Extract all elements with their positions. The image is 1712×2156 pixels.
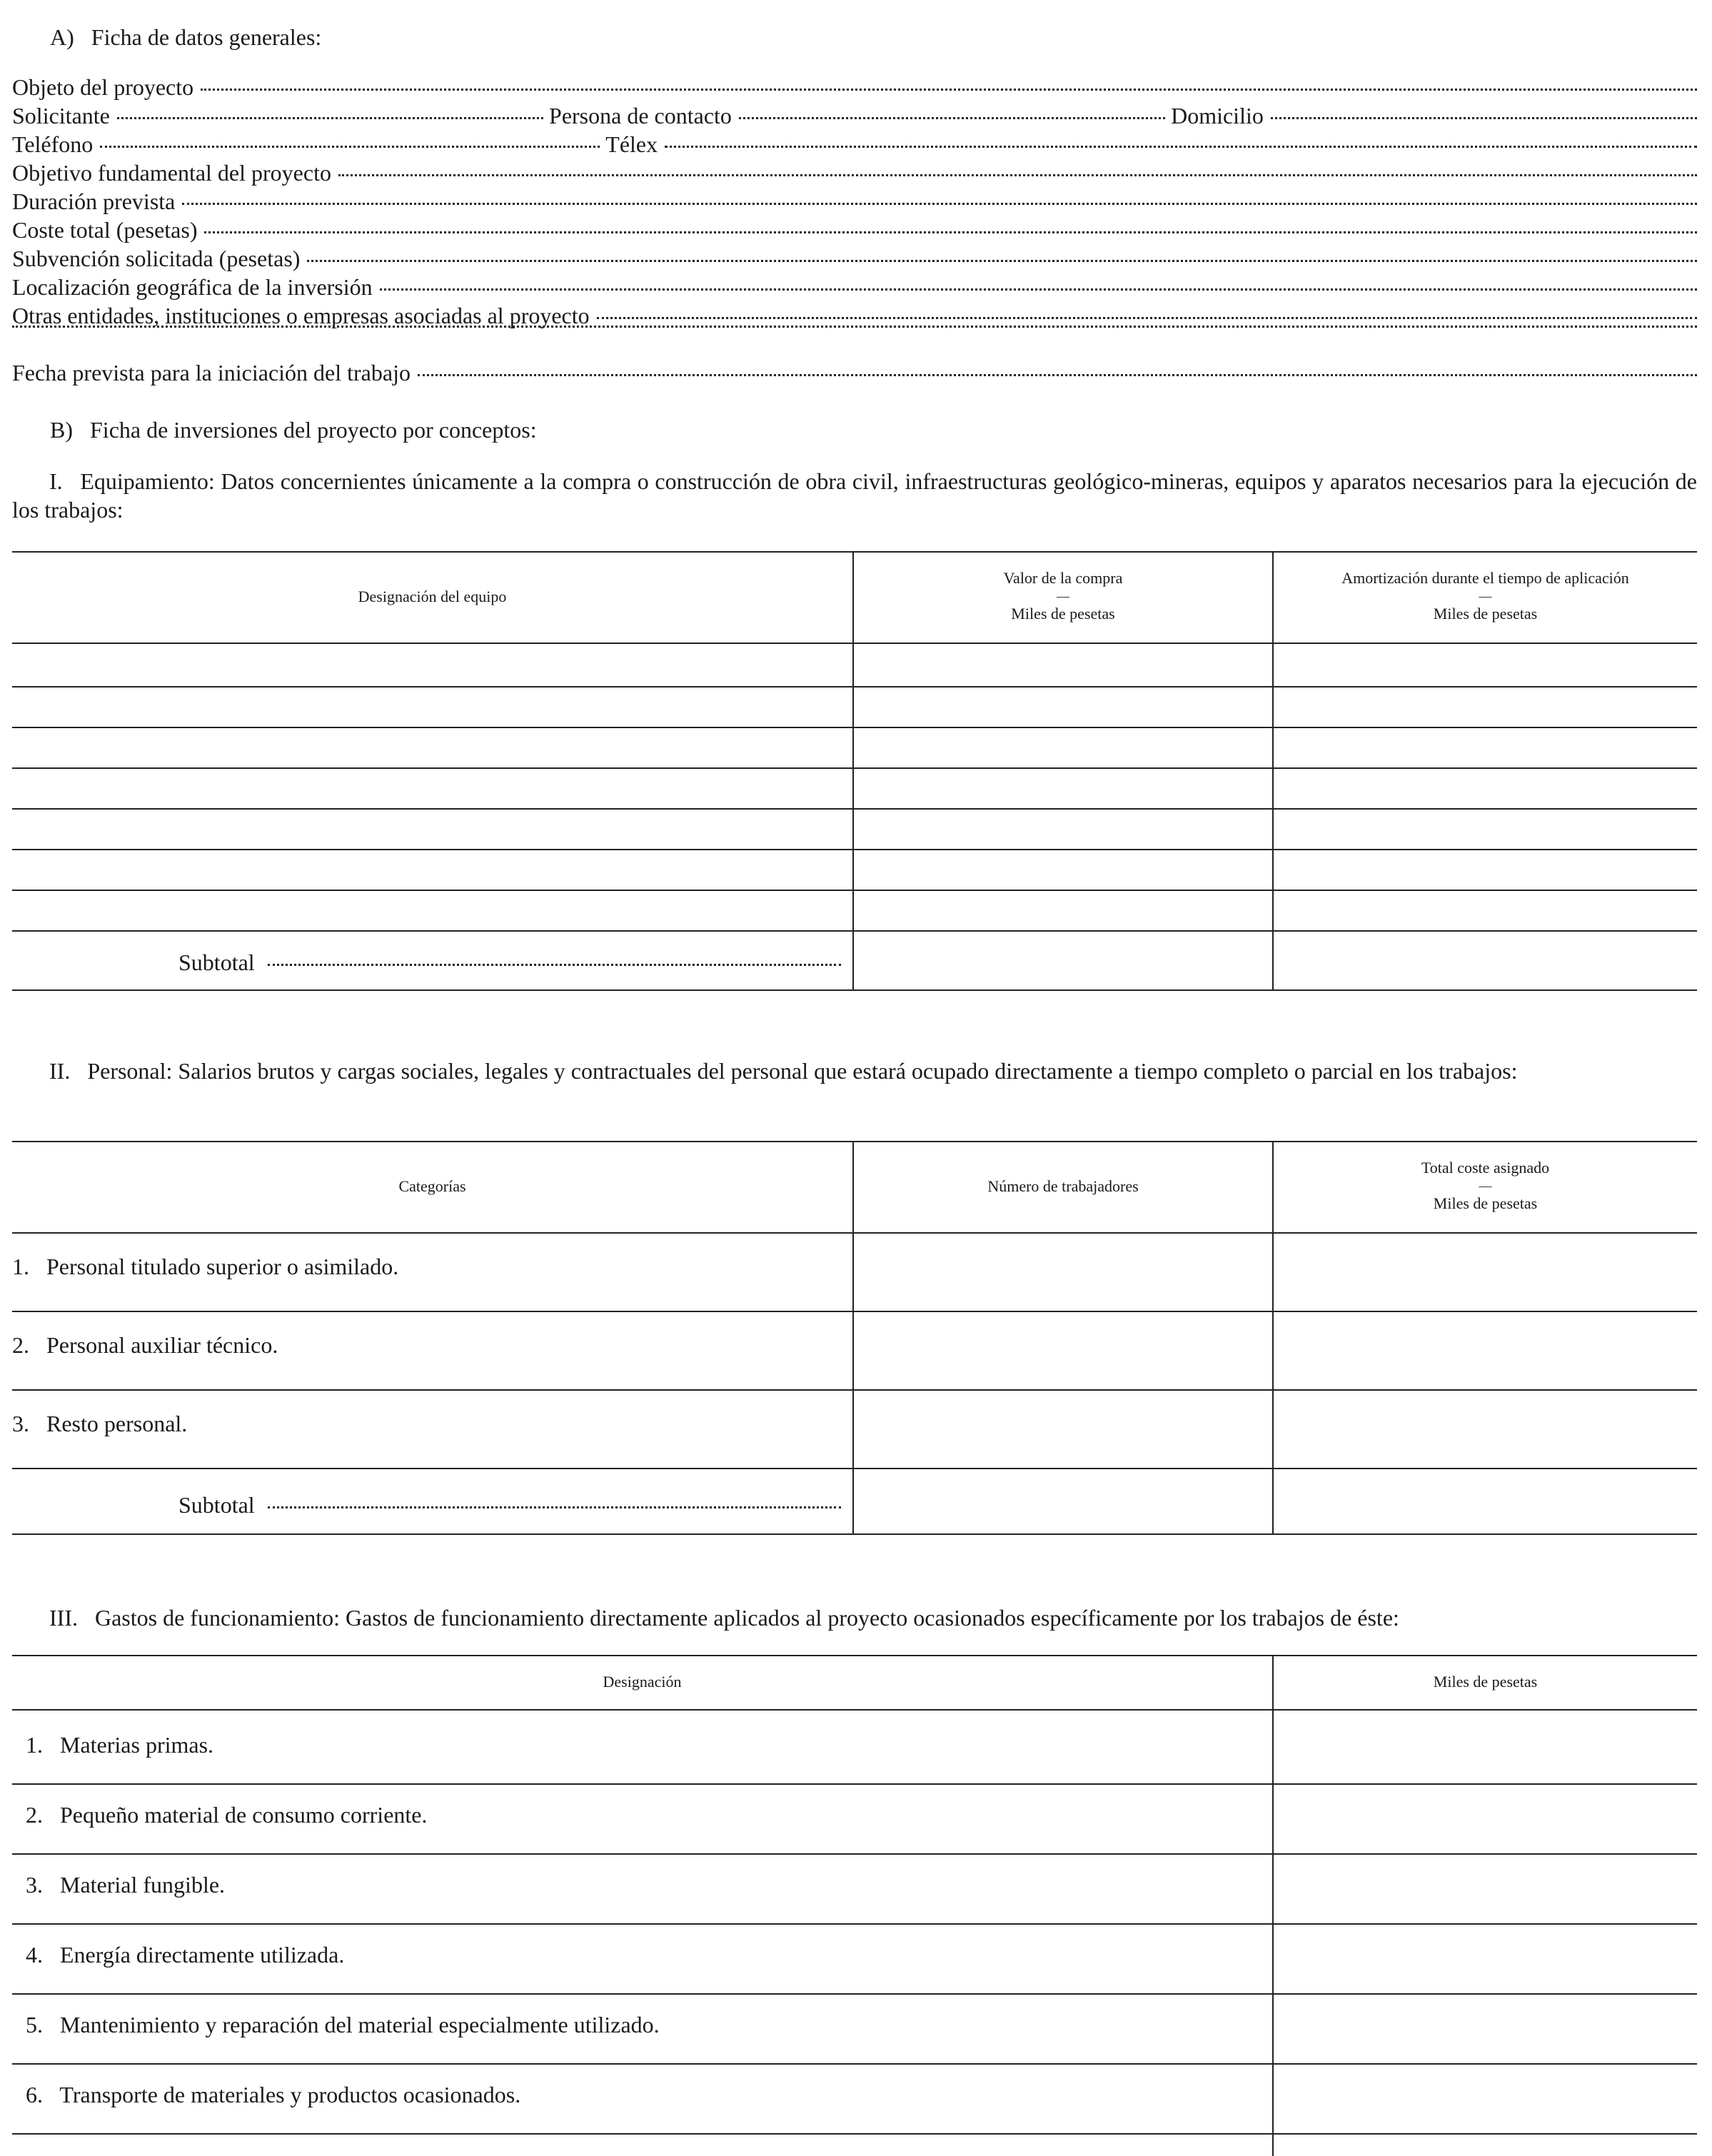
table-row-label: 4. Energía directamente utilizada. xyxy=(26,1942,345,1968)
field-label: Otras entidades, instituciones o empresas asociadas al proyecto xyxy=(12,303,590,328)
column-header-categorias: Categorías xyxy=(398,1177,466,1195)
table-rule xyxy=(12,1923,1697,1925)
fill-line-domicilio[interactable] xyxy=(1271,117,1697,119)
column-header-valor-compra xyxy=(854,568,1272,624)
fill-line-solicitante[interactable] xyxy=(117,117,543,119)
equipamiento-subtotal xyxy=(178,948,841,977)
table-rule xyxy=(12,849,1697,850)
fill-line[interactable] xyxy=(204,231,1697,233)
personal-subtotal xyxy=(178,1491,841,1519)
column-header-designacion: Designación xyxy=(603,1673,682,1691)
fill-line[interactable] xyxy=(418,374,1697,376)
header-dash: — xyxy=(1057,589,1069,603)
field-label: Localización geográfica de la inversión xyxy=(12,274,373,300)
table-rule xyxy=(12,643,1697,644)
table-row-label: 2. Pequeño material de consumo corriente. xyxy=(26,1802,428,1828)
field-otras-entidades-continuation[interactable] xyxy=(12,330,1697,358)
header-line: Miles de pesetas xyxy=(1433,605,1538,623)
field-label: Subvención solicitada (pesetas) xyxy=(12,246,301,271)
table-rule xyxy=(12,2063,1697,2065)
column-header-miles-pesetas: Miles de pesetas xyxy=(1433,1673,1538,1691)
fill-line[interactable] xyxy=(307,260,1697,262)
section-b-heading: B) Ficha de inversiones del proyecto por conceptos: xyxy=(50,417,537,443)
field-label: Duración prevista xyxy=(12,188,176,214)
header-line: Miles de pesetas xyxy=(1011,605,1115,623)
table-rule xyxy=(12,1141,1697,1142)
fill-line[interactable] xyxy=(338,174,1697,176)
table-rule xyxy=(12,2133,1697,2135)
table-rule xyxy=(12,1533,1697,1535)
fill-line[interactable] xyxy=(201,89,1697,91)
table-rule xyxy=(12,1709,1697,1711)
fill-line[interactable] xyxy=(12,326,1697,328)
header-line: Amortización durante el tiempo de aplicación xyxy=(1341,569,1629,587)
field-label: Teléfono xyxy=(12,131,94,157)
table-row-label: 1. Materias primas. xyxy=(26,1732,214,1758)
fill-line[interactable] xyxy=(597,317,1697,319)
table-rule xyxy=(12,1389,1697,1391)
table-row-label: 2. Personal auxiliar técnico. xyxy=(12,1332,278,1358)
field-objetivo[interactable] xyxy=(12,158,1697,187)
table-row-label: 3. Resto personal. xyxy=(12,1411,188,1436)
table-rule xyxy=(12,686,1697,687)
table-rule xyxy=(12,989,1697,991)
field-duracion[interactable] xyxy=(12,187,1697,216)
table-row-label: 6. Transporte de materiales y productos ocasionados. xyxy=(26,2082,521,2107)
column-header-amortizacion xyxy=(1274,568,1697,624)
table-rule xyxy=(12,890,1697,891)
fill-line-telex[interactable] xyxy=(665,146,1697,148)
header-line: Valor de la compra xyxy=(1003,569,1123,587)
field-label: Solicitante xyxy=(12,103,110,129)
field-fecha[interactable] xyxy=(12,358,1697,387)
subtotal-label: Subtotal xyxy=(178,949,255,975)
table-rule xyxy=(12,727,1697,728)
field-row-solicitante xyxy=(12,101,1697,130)
field-subvencion[interactable] xyxy=(12,244,1697,273)
table-column-divider xyxy=(852,1141,854,1533)
fill-line xyxy=(268,1506,841,1508)
field-label: Objetivo fundamental del proyecto xyxy=(12,160,331,186)
header-dash: — xyxy=(1479,589,1492,603)
table-row-label: 1. Personal titulado superior o asimilado. xyxy=(12,1254,399,1279)
table-rule xyxy=(12,1655,1697,1656)
field-label: Persona de contacto xyxy=(549,103,732,129)
column-header-designacion-equipo: Designación del equipo xyxy=(358,588,507,605)
field-localizacion[interactable] xyxy=(12,273,1697,301)
column-header-total-coste xyxy=(1274,1158,1697,1214)
table-rule xyxy=(12,551,1697,553)
field-row-telefono xyxy=(12,130,1697,158)
field-coste[interactable] xyxy=(12,216,1697,244)
table-rule xyxy=(12,1783,1697,1785)
fill-line-telefono[interactable] xyxy=(100,146,600,148)
gastos-intro: III. Gastos de funcionamiento: Gastos de funcionamiento directamente aplicados al proyecto ocasionados específicamente por los trabajos de éste: xyxy=(49,1605,1399,1631)
table-rule xyxy=(12,1993,1697,1995)
table-row-label: 5. Mantenimiento y reparación del material especialmente utilizado. xyxy=(26,2012,660,2037)
fill-line-persona-contacto[interactable] xyxy=(739,117,1165,119)
field-label: Domicilio xyxy=(1171,103,1264,129)
field-label: Fecha prevista para la iniciación del trabajo xyxy=(12,360,411,386)
field-label: Coste total (pesetas) xyxy=(12,217,198,243)
header-dash: — xyxy=(1479,1179,1492,1193)
fill-line[interactable] xyxy=(380,288,1697,291)
table-rule xyxy=(12,1232,1697,1234)
table-rule xyxy=(12,767,1697,769)
equipamiento-intro: I. Equipamiento: Datos concernientes únicamente a la compra o construcción de obra civil, infraestructuras geológico-mineras, equipos y aparatos necesarios para la ejecución de los trabajos: xyxy=(12,468,1697,523)
table-rule xyxy=(12,1853,1697,1855)
subtotal-label: Subtotal xyxy=(178,1492,255,1518)
table-column-divider xyxy=(1272,1655,1274,2156)
header-line: Total coste asignado xyxy=(1421,1159,1550,1177)
fill-line[interactable] xyxy=(182,203,1697,205)
field-objeto[interactable] xyxy=(12,73,1697,101)
table-rule xyxy=(12,808,1697,810)
personal-intro: II. Personal: Salarios brutos y cargas sociales, legales y contractuales del personal que estará ocupado directamente a tiempo completo o parcial en los trabajos: xyxy=(49,1058,1518,1084)
table-rule xyxy=(12,1468,1697,1469)
section-a-heading: A) Ficha de datos generales: xyxy=(50,24,322,50)
table-row-label: 3. Material fungible. xyxy=(26,1872,226,1898)
column-header-numero-trabajadores: Número de trabajadores xyxy=(987,1177,1139,1195)
field-label: Objeto del proyecto xyxy=(12,74,194,100)
table-rule xyxy=(12,930,1697,932)
table-rule xyxy=(12,1311,1697,1312)
field-label: Télex xyxy=(605,131,658,157)
fill-line xyxy=(268,964,841,966)
header-line: Miles de pesetas xyxy=(1433,1194,1538,1212)
